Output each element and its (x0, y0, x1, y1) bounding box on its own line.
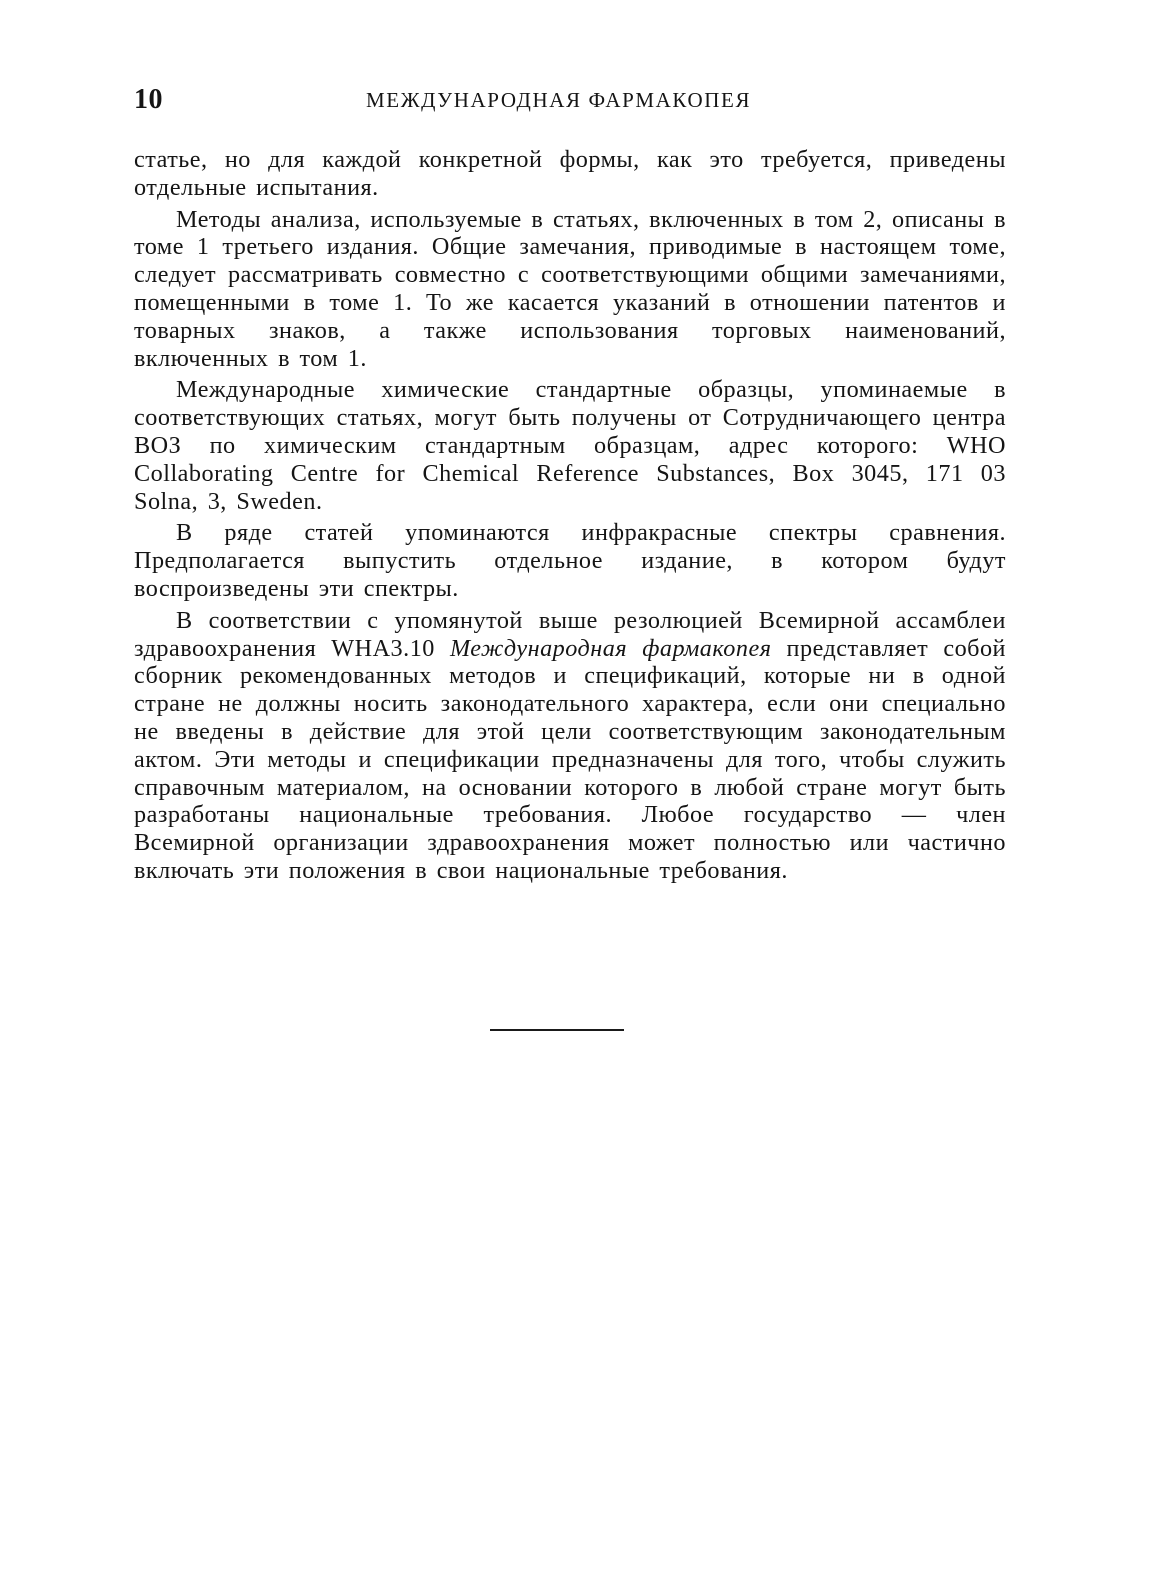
resolution-text-start: В соответствии с упомянутой выше резолюцией Всемирной ассамблеи здравоохранения WHA3.10 (134, 606, 1006, 662)
paragraph-analysis-methods: Методы анализа, используемые в статьях, включенных в том 2, описаны в томе 1 третьего издания. Общие замечания, приводимые в настоящем томе, следует рассматривать совместно с соответствующими общими замечаниями, помещенными в томе 1. То же касается указаний в отношении патентов и товарных знаков, а также использования торговых наименований, включенных в том 1. (134, 205, 1006, 372)
body-text (134, 146, 1006, 885)
running-head (134, 84, 1006, 120)
resolution-text-end: представляет собой сборник рекомендованных методов и спецификаций, которые ни в одной стране не должны носить законодательного характера, если они специально не введены в действие для этой цели соответствующим законодательным актом. Эти методы и спецификации предназначены для того, чтобы служить справочным материалом, на основании которого в любой стране могут быть разработаны национальные требования. Любое государство — член Всемирной организации здравоохранения может полностью или частично включать эти положения в свои национальные требования. (134, 634, 1007, 884)
running-title: МЕЖДУНАРОДНАЯ ФАРМАКОПЕЯ (366, 88, 752, 112)
paragraph-infrared-spectra: В ряде статей упоминаются инфракрасные спектры сравнения. Предполагается выпустить отдельное издание, в котором будут воспроизведены эти спектры. (134, 519, 1006, 602)
page-number: 10 (134, 84, 163, 115)
paragraph-reference-substances: Международные химические стандартные образцы, упоминаемые в соответствующих статьях, могут быть получены от Сотрудничающего центра ВОЗ по химическим стандартным образцам, адрес которого: WHO Collaborating Centre for Chemical Reference Substances, Box 3045, 171 03 Solna, 3, Sweden. (134, 376, 1006, 515)
pharmacopoeia-title-italic: Международная фармакопея (449, 634, 772, 662)
paragraph-wha-resolution (134, 607, 1006, 885)
section-end-rule (490, 1029, 624, 1031)
paragraph-continuation: статье, но для каждой конкретной формы, как это требуется, приведены отдельные испытания. (134, 146, 1006, 201)
